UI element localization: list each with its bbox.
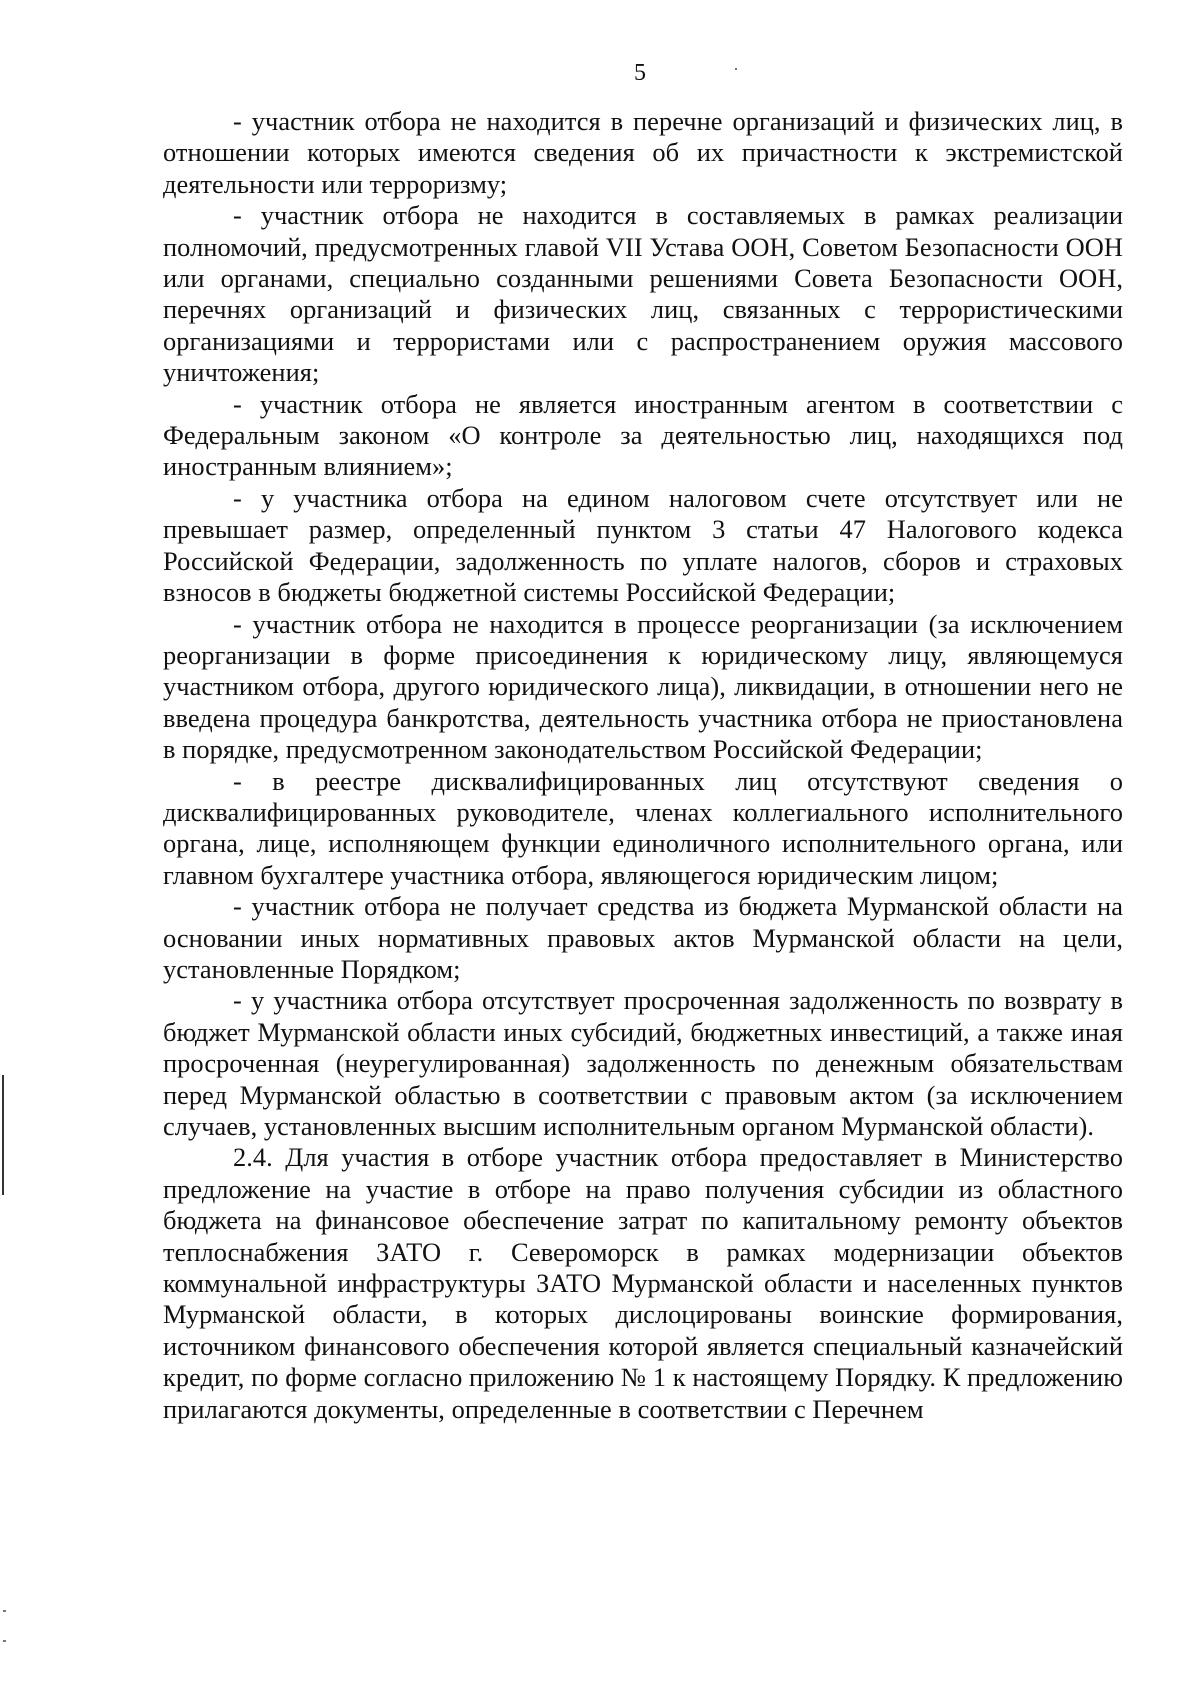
paragraph-section-2-4: 2.4. Для участия в отборе участник отбора предоставляет в Министерство предложение на участие в отборе на право получения субсидии из областного бюджета на финансовое обеспечение затрат по капитальному ремонту объектов теплоснабжения ЗАТО г. Североморск в рамках модернизации объектов коммунальной инфраструктуры ЗАТО Мурманской области и населенных пунктов Мурманской области, в которых дислоцированы воинские формирования, источником финансового обеспечения которой является специальный казначейский кредит, по форме согласно приложению № 1 к настоящему Порядку. К предложению прилагаются документы, определенные в соответствии с Перечнем <box>163 1142 1123 1424</box>
paragraph-reorganization: - участник отбора не находится в процессе реорганизации (за исключением реорганизации в форме присоединения к юридическому лицу, являющемуся участником отбора, другого юридического лица), ликвидации, в отношении него не введена процедура банкротства, деятельность участника отбора не приостановлена в порядке, предусмотренном законодательством Российской Федерации; <box>163 608 1123 765</box>
paragraph-foreign-agent: - участник отбора не является иностранным агентом в соответствии с Федеральным законом «О контроле за деятельностью лиц, находящихся под иностранным влиянием»; <box>163 388 1123 482</box>
paragraph-un-security-council-list: - участник отбора не находится в составляемых в рамках реализации полномочий, предусмотренных главой VII Устава ООН, Советом Безопасности ООН или органами, специально созданными решениями Совета Безопасности ООН, перечнях организаций и физических лиц, связанных с террористическими организациями и террористами или с распространением оружия массового уничтожения; <box>163 200 1123 388</box>
paragraph-tax-debt: - у участника отбора на едином налоговом счете отсутствует или не превышает размер, определенный пунктом 3 статьи 47 Налогового кодекса Российской Федерации, задолженность по уплате налогов, сборов и страховых взносов в бюджеты бюджетной системы Российской Федерации; <box>163 482 1123 608</box>
scan-margin-line <box>2 1075 4 1195</box>
paragraph-overdue-debt: - у участника отбора отсутствует просроченная задолженность по возврату в бюджет Мурманской области иных субсидий, бюджетных инвестиций, а также иная просроченная (неурегулированная) задолженность по денежным обязательствам перед Мурманской областью в соответствии с правовым актом (за исключением случаев, установленных высшим исполнительным органом Мурманской области). <box>163 985 1123 1141</box>
paragraph-disqualified-persons: - в реестре дисквалифицированных лиц отсутствуют сведения о дисквалифицированных руководителе, членах коллегиального исполнительного органа, лице, исполняющем функции единоличного исполнительного органа, или главном бухгалтере участника отбора, являющегося юридическим лицом; <box>163 765 1123 890</box>
scan-margin-tick <box>3 1640 6 1642</box>
scan-artifact <box>735 68 737 70</box>
paragraph-other-budget-funds: - участник отбора не получает средства из бюджета Мурманской области на основании иных нормативных правовых актов Мурманской области на цели, установленные Порядком; <box>163 891 1123 984</box>
scan-margin-tick <box>3 1610 6 1612</box>
document-body <box>163 106 1123 1425</box>
paragraph-extremism-list: - участник отбора не находится в перечне организаций и физических лиц, в отношении которых имеются сведения об их причастности к экстремистской деятельности или терроризму; <box>163 106 1123 199</box>
page-number: 5 <box>634 60 646 86</box>
